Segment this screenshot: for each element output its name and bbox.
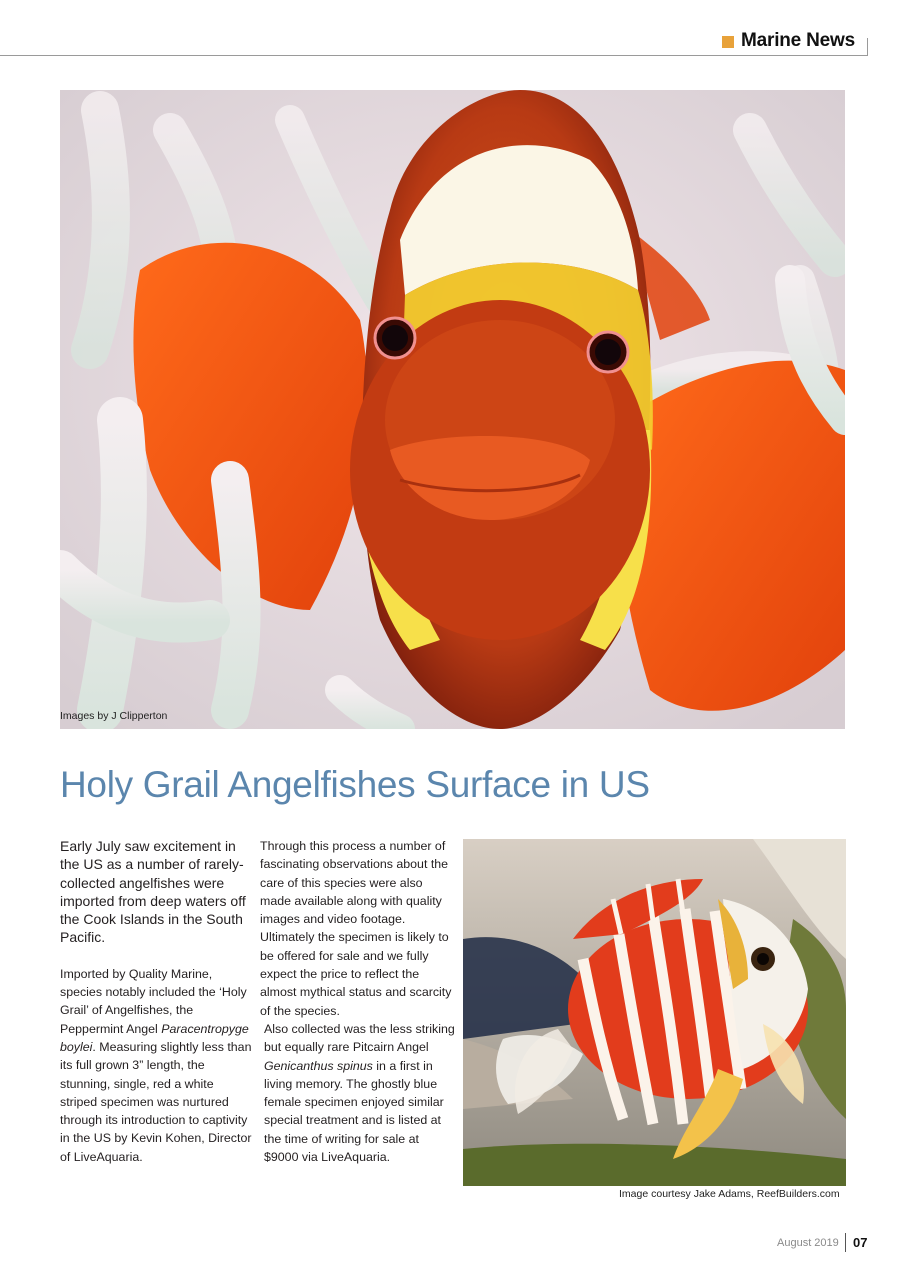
hero-photo xyxy=(60,90,845,729)
paragraph-3-text-b: in a first in living memory. The ghostly blue female specimen enjoyed similar special treatment and is listed at the time of writing for sale at $9000 via LiveAquaria. xyxy=(264,1058,444,1165)
paragraph-3-text-a: Also collected was the less striking but equally rare Pitcairn Angel xyxy=(264,1021,455,1055)
header-rule-tick xyxy=(867,38,868,56)
angelfish-illustration xyxy=(463,839,846,1186)
article-column-1 xyxy=(60,837,252,1166)
article-paragraph-3 xyxy=(260,1020,456,1166)
clownfish-illustration xyxy=(60,90,845,729)
header-rule xyxy=(0,55,868,56)
hero-photo-credit: Images by J Clipperton xyxy=(60,710,168,722)
paragraph-1-text-b: . Measuring slightly less than its full grown 3” length, the stunning, single, red a white striped specimen was nurtured through its introduction to captivity in the US by Kevin Kohen, Director of LiveAquaria. xyxy=(60,1039,252,1164)
article-column-2 xyxy=(260,837,456,1166)
section-title: Marine News xyxy=(741,30,855,51)
footer-divider xyxy=(845,1233,846,1252)
paragraph-1-text-a: Imported by Quality Marine, species notably included the ‘Holy Grail’ of Angelfishes, the Peppermint Angel xyxy=(60,966,247,1036)
species-name-pitcairn: Genicanthus spinus xyxy=(264,1058,373,1073)
species-name-peppermint: Paracentropyge boylei xyxy=(60,1021,249,1054)
issue-date: August 2019 xyxy=(777,1237,839,1249)
inset-photo xyxy=(463,839,846,1186)
page-number: 07 xyxy=(853,1235,868,1250)
article-paragraph-1 xyxy=(60,965,252,1166)
article-headline: Holy Grail Angelfishes Surface in US xyxy=(60,764,650,805)
article-paragraph-2: Through this process a number of fascinating observations about the care of this species were also made available along with quality images and video footage. Ultimately the specimen is likely to be offered for sale and we fully expect the price to reflect the almost mythical status and scarcity of the species. xyxy=(260,839,452,1018)
article-lead: Early July saw excitement in the US as a number of rarely-collected angelfishes were imported from deep waters off the Cook Islands in the South Pacific. xyxy=(60,838,246,946)
section-marker xyxy=(722,36,734,48)
inset-photo-credit: Image courtesy Jake Adams, ReefBuilders.com xyxy=(619,1188,840,1200)
